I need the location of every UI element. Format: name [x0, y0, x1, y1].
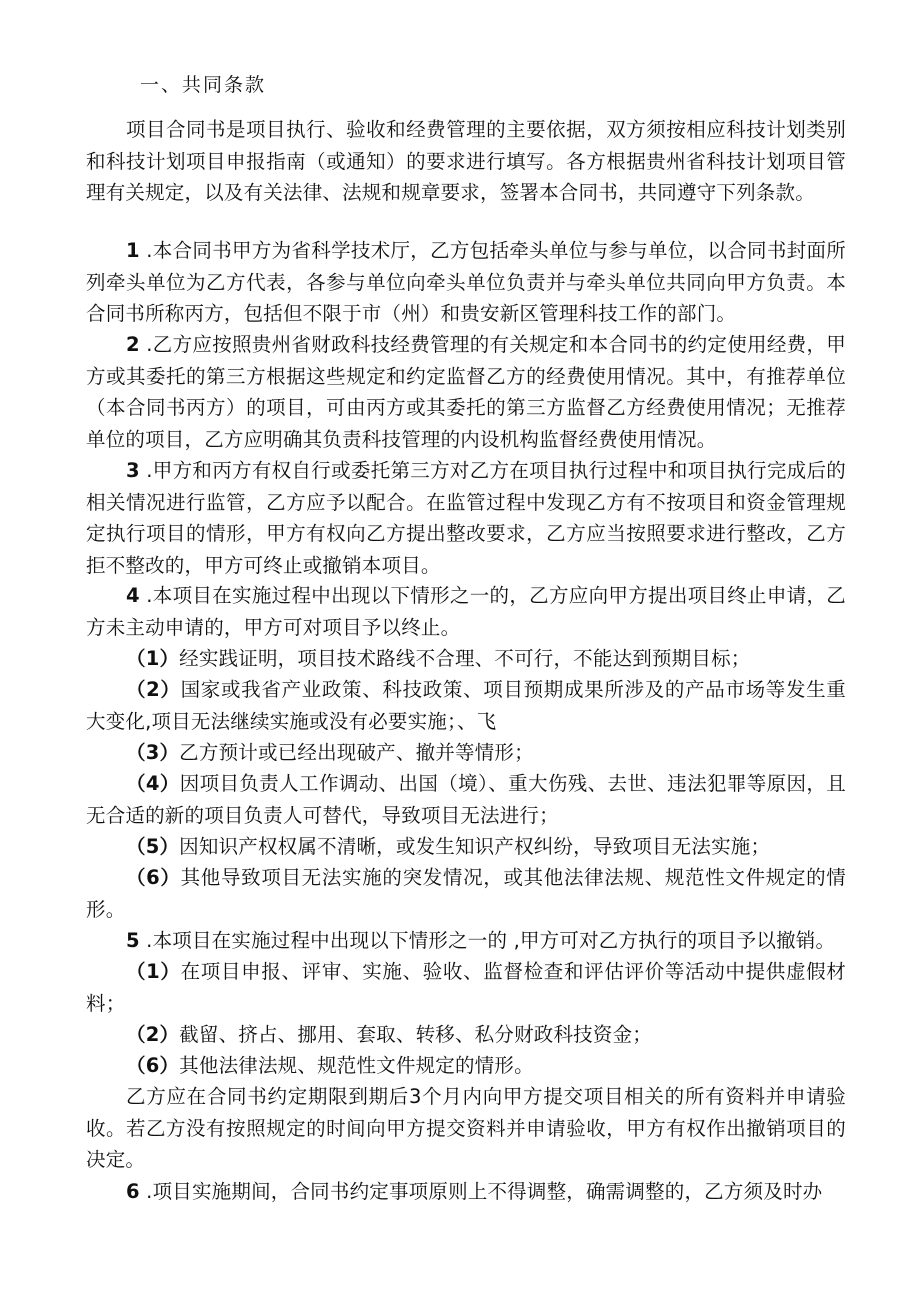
paragraph-number: 2: [126, 333, 140, 356]
paragraph-number: 1: [126, 239, 140, 262]
sub-item: [86, 956, 846, 1019]
sub-item: [86, 831, 846, 863]
sub-item: [86, 737, 846, 769]
paragraph-text: .乙方应按照贵州省财政科技经费管理的有关规定和本合同书的约定使用经费，甲方或其委托的第三方根据这些规定和约定监督乙方的经费使用情况。其中，有推荐单位（本合同书丙方）的项目，可由丙方或其委托的第三方监督乙方经费使用情况；无推荐单位的项目，乙方应明确其负责科技管理的内设机构监督经费使用情况。: [86, 333, 846, 451]
paragraph-clause-5: [86, 925, 846, 957]
paragraph-text: 经实践证明，项目技术路线不合理、不可行，不能达到预期目标；: [179, 647, 751, 670]
paragraph-clause-3: [86, 455, 846, 581]
paragraph-number: （4）: [126, 772, 180, 795]
paragraph-text: .项目实施期间，合同书约定事项原则上不得调整，确需调整的，乙方须及时办: [139, 1180, 823, 1203]
paragraph-text: 因知识产权权属不清晰，或发生知识产权纠纷，导致项目无法实施；: [179, 835, 771, 858]
paragraph-number: （2）: [126, 678, 181, 701]
paragraph-clause-2: [86, 329, 846, 455]
paragraph-text: 截留、挤占、挪用、套取、转移、私分财政科技资金；: [179, 1023, 652, 1046]
section-heading: 一、共同条款: [140, 74, 267, 96]
paragraph-number: 3: [126, 459, 140, 482]
paragraph-text: 其他导致项目无法实施的突发情况，或其他法律法规、规范性文件规定的情形。: [86, 866, 846, 921]
paragraph-text: .本项目在实施过程中出现以下情形之一的 ,甲方可对乙方执行的项目予以撤销。: [139, 929, 836, 952]
paragraph-number: （5）: [126, 835, 180, 858]
paragraph-number: （6）: [126, 1054, 180, 1077]
paragraph-text: .本合同书甲方为省科学技术厅，乙方包括牵头单位与参与单位，以合同书封面所列牵头单位为乙方代表，各参与单位向牵头单位负责并与牵头单位共同向甲方负责。本合同书所称丙方，包括但不限于市（州）和贵安新区管理科技工作的部门。: [86, 239, 846, 325]
paragraph-number: （2）: [126, 1023, 180, 1046]
paragraph-number: 6: [126, 1180, 140, 1203]
paragraph-acceptance: [86, 1081, 846, 1176]
paragraph-text: 项目合同书是项目执行、验收和经费管理的主要依据，双方须按相应科技计划类别和科技计划项目申报指南（或通知）的要求进行填写。各方根据贵州省科技计划项目管理有关规定，以及有关法律、法规和规章要求，签署本合同书，共同遵守下列条款。: [86, 118, 846, 204]
paragraph-number: （6）: [126, 866, 181, 889]
paragraph-intro: [86, 114, 846, 209]
paragraph-text: .本项目在实施过程中出现以下情形之一的，乙方应向甲方提出项目终止申请，乙方未主动申请的，甲方可对项目予以终止。: [86, 584, 846, 639]
paragraph-text: 乙方预计或已经出现破产、撤并等情形；: [179, 741, 534, 764]
paragraph-number: （1）: [126, 647, 180, 670]
paragraph-clause-1: [86, 235, 846, 330]
paragraph-clause-6: [86, 1176, 846, 1208]
paragraph-number: 5: [126, 929, 140, 952]
sub-item: [86, 862, 846, 925]
paragraph-text: .甲方和丙方有权自行或委托第三方对乙方在项目执行过程中和项目执行完成后的相关情况进行监管，乙方应予以配合。在监管过程中发现乙方有不按项目和资金管理规定执行项目的情形，甲方有权向乙方提出整改要求，乙方应当按照要求进行整改，乙方拒不整改的，甲方可终止或撤销本项目。: [86, 459, 846, 577]
paragraph-number: （1）: [126, 960, 181, 983]
sub-item: [86, 674, 846, 737]
paragraph-text: 因项目负责人工作调动、出国（境）、重大伤残、去世、违法犯罪等原因，且无合适的新的项目负责人可替代，导致项目无法进行；: [86, 772, 846, 827]
paragraph-clause-4: [86, 580, 846, 643]
sub-item: [86, 1019, 846, 1051]
paragraph-text: 其他法律法规、规范性文件规定的情形。: [179, 1054, 534, 1077]
sub-item: [86, 768, 846, 831]
sub-item: [86, 643, 846, 675]
sub-item: [86, 1050, 846, 1082]
paragraph-text: 国家或我省产业政策、科技政策、项目预期成果所涉及的产品市场等发生重大变化,项目无法继续实施或没有必要实施；、飞: [86, 678, 846, 733]
paragraph-text: 在项目申报、评审、实施、验收、监督检查和评估评价等活动中提供虚假材料；: [86, 960, 846, 1015]
paragraph-text: 乙方应在合同书约定期限到期后3个月内向甲方提交项目相关的所有资料并申请验收。若乙方没有按照规定的时间向甲方提交资料并申请验收，甲方有权作出撤销项目的决定。: [86, 1085, 846, 1171]
paragraph-number: （3）: [126, 741, 180, 764]
paragraph-number: 4: [126, 584, 140, 607]
